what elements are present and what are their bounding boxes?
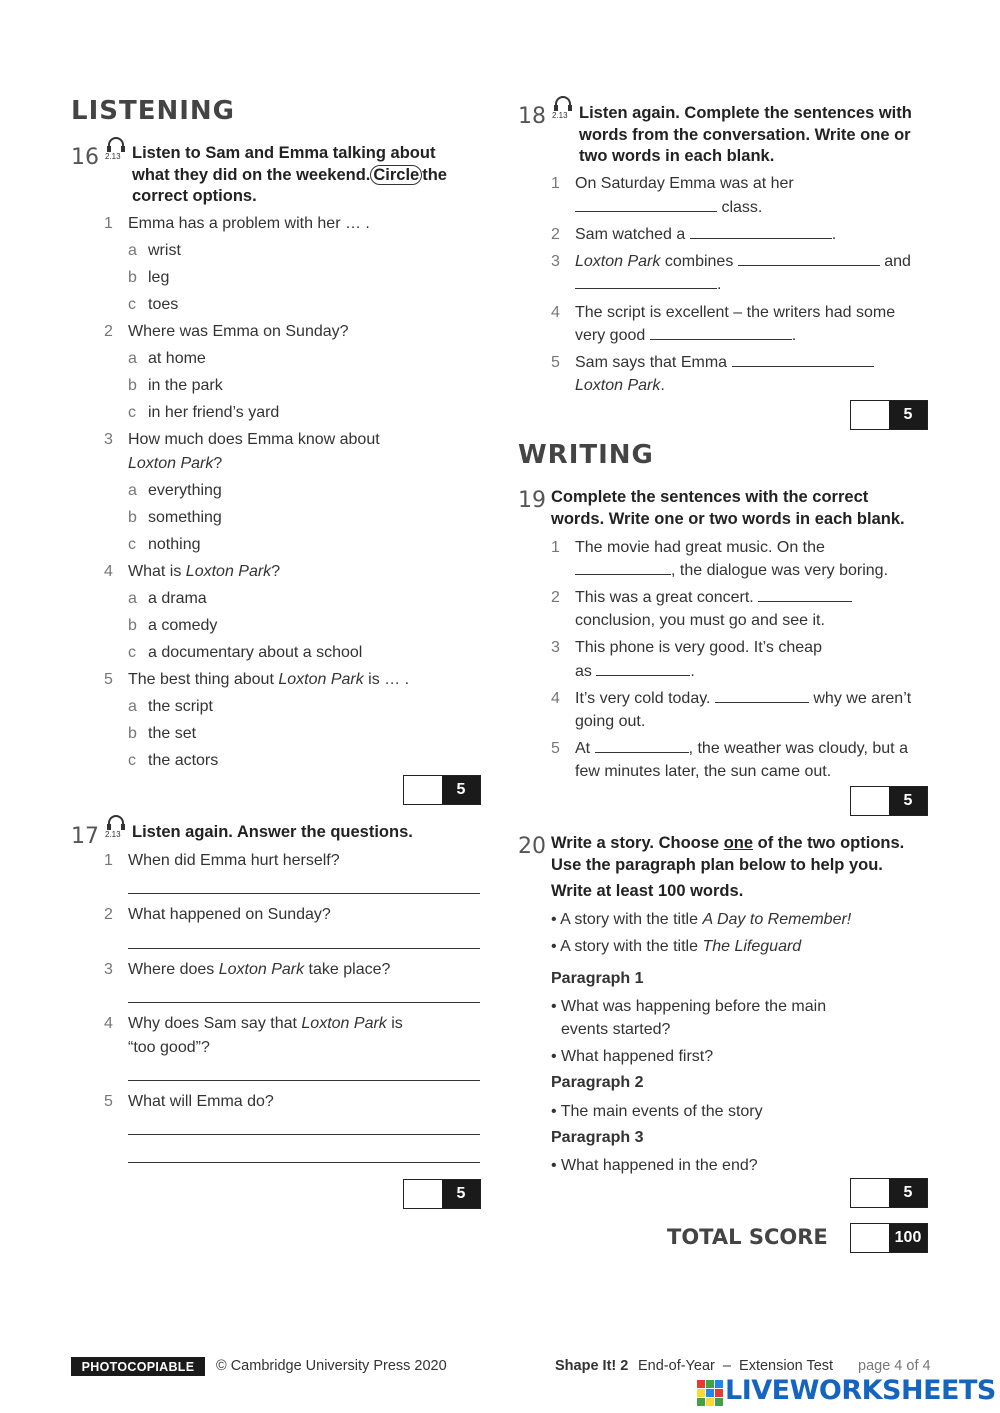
question-item <box>551 687 911 710</box>
item-number: 2 <box>104 323 113 340</box>
option-text: • A story with the title <box>551 911 703 928</box>
item-italic: Loxton Park <box>128 455 214 472</box>
list-item <box>104 212 484 239</box>
list-item <box>104 668 484 695</box>
title-line: Listen to Sam and Emma talking about <box>132 144 436 162</box>
page-number: page 4 of 4 <box>858 1358 931 1374</box>
title-line: correct options. <box>132 187 257 205</box>
total-score-input[interactable] <box>851 1224 889 1252</box>
option-c[interactable] <box>104 749 484 776</box>
title-underlined: one <box>723 834 754 852</box>
option-b[interactable] <box>104 374 484 401</box>
item-italic: Loxton Park <box>185 563 272 580</box>
score-input[interactable] <box>404 1180 442 1208</box>
option-letter: b <box>128 725 137 742</box>
item-italic: Loxton Park <box>575 253 661 270</box>
option-b[interactable] <box>104 506 484 533</box>
score-box-19 <box>850 786 928 816</box>
option-text: • A story with the title <box>551 938 703 955</box>
liveworksheets-logo <box>697 1380 723 1406</box>
answer-blank[interactable] <box>650 325 792 340</box>
item-number: 3 <box>104 961 113 978</box>
item-cont <box>575 273 721 296</box>
item-text: This was a great concert. <box>575 589 754 606</box>
list-item-cont <box>104 452 484 479</box>
paragraph-2-label: Paragraph 2 <box>551 1074 644 1091</box>
option-letter: a <box>128 242 137 259</box>
item-number: 3 <box>551 253 560 270</box>
option-italic: A Day to Remember! <box>702 911 852 928</box>
item-text: Why does Sam say that <box>128 1015 302 1032</box>
item-text: as <box>575 663 592 680</box>
item-text: Emma has a problem with her … . <box>128 215 370 232</box>
answer-blank[interactable] <box>732 352 874 367</box>
plan-bullet: • The main events of the story <box>551 1103 763 1120</box>
question-item <box>551 737 908 760</box>
option-letter: c <box>128 296 136 313</box>
paragraph-1-label: Paragraph 1 <box>551 970 644 987</box>
item-number: 4 <box>104 1015 113 1032</box>
option-text[interactable]: a documentary about a school <box>148 644 363 661</box>
item-text: Sam watched a <box>575 226 686 243</box>
question-item <box>104 958 390 981</box>
item-number: 4 <box>104 563 113 580</box>
plan-bullet: • What happened first? <box>551 1048 714 1065</box>
option-text[interactable]: in her friend’s yard <box>148 404 280 421</box>
item-text: and <box>884 253 911 270</box>
answer-blank[interactable] <box>575 197 717 212</box>
option-a[interactable] <box>104 695 484 722</box>
option-a[interactable] <box>104 347 484 374</box>
option-b[interactable] <box>104 266 484 293</box>
list-item <box>104 320 484 347</box>
total-score-box <box>850 1223 928 1253</box>
item-cont <box>575 324 796 347</box>
option-letter: c <box>128 644 136 661</box>
item-number: 2 <box>551 589 560 606</box>
total-score-label: TOTAL SCORE <box>667 1225 828 1249</box>
audio-track: 2.13 <box>105 830 121 839</box>
title-line <box>132 165 492 187</box>
option-letter: c <box>128 536 136 553</box>
score-max: 5 <box>442 776 480 804</box>
writing-heading: WRITING <box>518 440 654 470</box>
question-item <box>551 172 794 195</box>
option-c[interactable] <box>104 401 484 428</box>
option-text[interactable]: wrist <box>148 242 181 259</box>
title-line: Complete the sentences with the correct <box>551 488 869 506</box>
item-text: What happened on Sunday? <box>128 906 331 923</box>
item-text: On Saturday Emma was at her <box>575 175 794 192</box>
answer-line[interactable] <box>128 1002 480 1003</box>
question-item <box>551 223 836 246</box>
answer-line[interactable] <box>128 948 480 949</box>
option-text[interactable]: toes <box>148 296 179 313</box>
option-letter: a <box>128 350 137 367</box>
score-max: 5 <box>889 1179 927 1207</box>
item-cont: conclusion, you must go and see it. <box>575 612 825 629</box>
question-number-19: 19 <box>518 488 546 513</box>
item-text: . <box>660 377 665 394</box>
story-option <box>551 908 851 931</box>
item-text: take place? <box>304 961 391 978</box>
item-cont: going out. <box>575 713 646 730</box>
option-a[interactable] <box>104 479 484 506</box>
audio-track: 2.13 <box>552 111 568 120</box>
score-input[interactable] <box>851 787 889 815</box>
item-text: ? <box>271 563 281 580</box>
item-text: How much does Emma know about <box>128 431 380 448</box>
option-a[interactable] <box>104 587 484 614</box>
question-20-title <box>551 833 951 903</box>
score-box-20 <box>850 1178 928 1208</box>
item-text: It’s very cold today. <box>575 690 711 707</box>
brand-name[interactable]: LIVEWORKSHEETS <box>725 1375 996 1406</box>
answer-blank[interactable] <box>575 274 717 289</box>
score-input[interactable] <box>404 776 442 804</box>
question-17-title: Listen again. Answer the questions. <box>132 823 413 841</box>
test-name: End-of-Year – Extension Test <box>638 1358 834 1374</box>
question-18-title <box>579 103 939 168</box>
title-text: the <box>422 165 447 184</box>
item-text: combines <box>660 253 734 270</box>
option-text[interactable]: at home <box>148 350 206 367</box>
question-16-items <box>104 212 484 776</box>
item-text: The script is excellent – the writers had some <box>575 304 896 321</box>
answer-blank[interactable] <box>575 560 671 575</box>
answer-line[interactable] <box>128 1162 480 1163</box>
item-cont <box>575 559 888 582</box>
item-text: , the weather was cloudy, but a <box>688 740 908 757</box>
total-score-max: 100 <box>889 1224 927 1252</box>
question-item <box>551 301 895 324</box>
item-cont <box>575 196 762 219</box>
story-option <box>551 935 801 958</box>
item-text: When did Emma hurt herself? <box>128 852 340 869</box>
option-text[interactable]: in the park <box>148 377 223 394</box>
item-number: 1 <box>551 539 560 556</box>
item-number: 5 <box>104 671 113 688</box>
question-16-title <box>132 143 492 208</box>
option-text[interactable]: the script <box>148 698 213 715</box>
option-letter: a <box>128 482 137 499</box>
question-item <box>551 351 874 374</box>
option-letter: a <box>128 590 137 607</box>
item-text: The movie had great music. On the <box>575 539 825 556</box>
question-item <box>104 1012 403 1035</box>
title-line: Use the paragraph plan below to help you. <box>551 855 883 874</box>
option-text[interactable]: everything <box>148 482 222 499</box>
option-text[interactable]: something <box>148 509 222 526</box>
paragraph-3-label: Paragraph 3 <box>551 1129 644 1146</box>
question-number-18: 18 <box>518 104 546 129</box>
score-max: 5 <box>889 787 927 815</box>
answer-line[interactable] <box>128 893 480 894</box>
item-text: Where does <box>128 961 219 978</box>
title-line: words. Write one or two words in each blank. <box>551 509 905 528</box>
item-text: . <box>831 226 837 243</box>
question-item <box>104 849 340 872</box>
option-italic: The Lifeguard <box>702 938 802 955</box>
item-text: . <box>791 327 797 344</box>
title-text: of the two options. <box>753 834 905 852</box>
item-italic: Loxton Park <box>278 671 364 688</box>
title-line: Write at least 100 words. <box>551 882 744 900</box>
item-number: 1 <box>104 852 113 869</box>
option-letter: b <box>128 269 137 286</box>
item-number: 5 <box>551 354 560 371</box>
item-text: very good <box>575 327 646 344</box>
question-item <box>551 536 825 559</box>
score-input[interactable] <box>851 401 889 429</box>
item-text: Where was Emma on Sunday? <box>128 323 349 340</box>
question-19-title <box>551 487 941 530</box>
option-c[interactable] <box>104 533 484 560</box>
option-c[interactable] <box>104 641 484 668</box>
answer-blank[interactable] <box>596 661 690 676</box>
photocopiable-badge: PHOTOCOPIABLE <box>71 1357 205 1376</box>
question-item <box>551 636 822 659</box>
item-text: class. <box>721 199 763 216</box>
option-letter: a <box>128 698 137 715</box>
question-number-16: 16 <box>71 145 99 170</box>
plan-bullet: • What was happening before the main <box>551 998 827 1015</box>
score-box-18 <box>850 400 928 430</box>
book-title: Shape It! 2 <box>555 1358 629 1374</box>
item-number: 1 <box>551 175 560 192</box>
score-box-16 <box>403 775 481 805</box>
score-box-17 <box>403 1179 481 1209</box>
item-text: ? <box>213 455 223 472</box>
question-item <box>104 1090 274 1113</box>
item-text: is <box>386 1015 403 1032</box>
option-text[interactable]: nothing <box>148 536 201 553</box>
option-letter: b <box>128 377 137 394</box>
item-cont: few minutes later, the sun came out. <box>575 763 832 780</box>
question-number-20: 20 <box>518 834 546 859</box>
option-text[interactable]: the actors <box>148 752 219 769</box>
option-text[interactable]: a drama <box>148 590 207 607</box>
score-max: 5 <box>889 401 927 429</box>
item-number: 3 <box>551 639 560 656</box>
item-text: The best thing about <box>128 671 279 688</box>
question-item <box>104 903 331 926</box>
question-item <box>551 250 911 273</box>
option-text[interactable]: leg <box>148 269 170 286</box>
title-line: Listen again. Complete the sentences with <box>579 104 912 122</box>
title-line: two words in each blank. <box>579 147 775 165</box>
question-number-17: 17 <box>71 824 99 849</box>
answer-blank[interactable] <box>595 738 689 753</box>
item-number: 4 <box>551 690 560 707</box>
score-max: 5 <box>442 1180 480 1208</box>
item-text: why we aren’t <box>813 690 912 707</box>
item-number: 3 <box>104 431 113 448</box>
item-text: . <box>717 276 722 293</box>
item-text: , the dialogue was very boring. <box>671 562 889 579</box>
circle-word: Circle <box>370 165 422 185</box>
item-cont <box>575 374 665 397</box>
option-b[interactable] <box>104 614 484 641</box>
item-number: 2 <box>104 906 113 923</box>
title-text: what they did on the weekend. <box>132 165 371 184</box>
item-italic: Loxton Park <box>575 377 661 394</box>
list-item <box>104 428 484 452</box>
option-c[interactable] <box>104 293 484 320</box>
item-text: What is <box>128 563 186 580</box>
listening-heading: LISTENING <box>71 96 235 126</box>
option-text[interactable]: a comedy <box>148 617 218 634</box>
item-number: 2 <box>551 226 560 243</box>
answer-line[interactable] <box>128 1134 480 1135</box>
list-item <box>104 560 484 587</box>
item-cont <box>575 660 695 683</box>
copyright: © Cambridge University Press 2020 <box>216 1358 447 1374</box>
item-text: Sam says that Emma <box>575 354 728 371</box>
item-number: 5 <box>551 740 560 757</box>
plan-bullet: • What happened in the end? <box>551 1157 758 1174</box>
option-letter: c <box>128 404 136 421</box>
title-line <box>551 833 951 855</box>
answer-line[interactable] <box>128 1080 480 1081</box>
item-text-cont: “too good”? <box>128 1039 210 1056</box>
item-italic: Loxton Park <box>301 1015 387 1032</box>
plan-bullet-cont: events started? <box>561 1021 671 1038</box>
option-a[interactable] <box>104 239 484 266</box>
answer-blank[interactable] <box>738 251 880 266</box>
item-italic: Loxton Park <box>218 961 305 978</box>
title-line: words from the conversation. Write one or <box>579 125 911 144</box>
item-number: 4 <box>551 304 560 321</box>
answer-blank[interactable] <box>758 587 852 602</box>
question-item <box>551 586 852 609</box>
item-number: 5 <box>104 1093 113 1110</box>
item-number: 1 <box>104 215 113 232</box>
audio-track: 2.13 <box>105 152 121 161</box>
item-text: is … . <box>363 671 410 688</box>
item-text: What will Emma do? <box>128 1093 274 1110</box>
title-text: Write a story. Choose <box>551 834 724 852</box>
item-text: . <box>690 663 695 680</box>
answer-blank[interactable] <box>715 688 809 703</box>
option-letter: c <box>128 752 136 769</box>
answer-blank[interactable] <box>690 224 832 239</box>
option-b[interactable] <box>104 722 484 749</box>
item-text: This phone is very good. It’s cheap <box>575 639 822 656</box>
option-letter: b <box>128 617 137 634</box>
item-text: At <box>575 740 591 757</box>
option-letter: b <box>128 509 137 526</box>
score-input[interactable] <box>851 1179 889 1207</box>
option-text[interactable]: the set <box>148 725 197 742</box>
